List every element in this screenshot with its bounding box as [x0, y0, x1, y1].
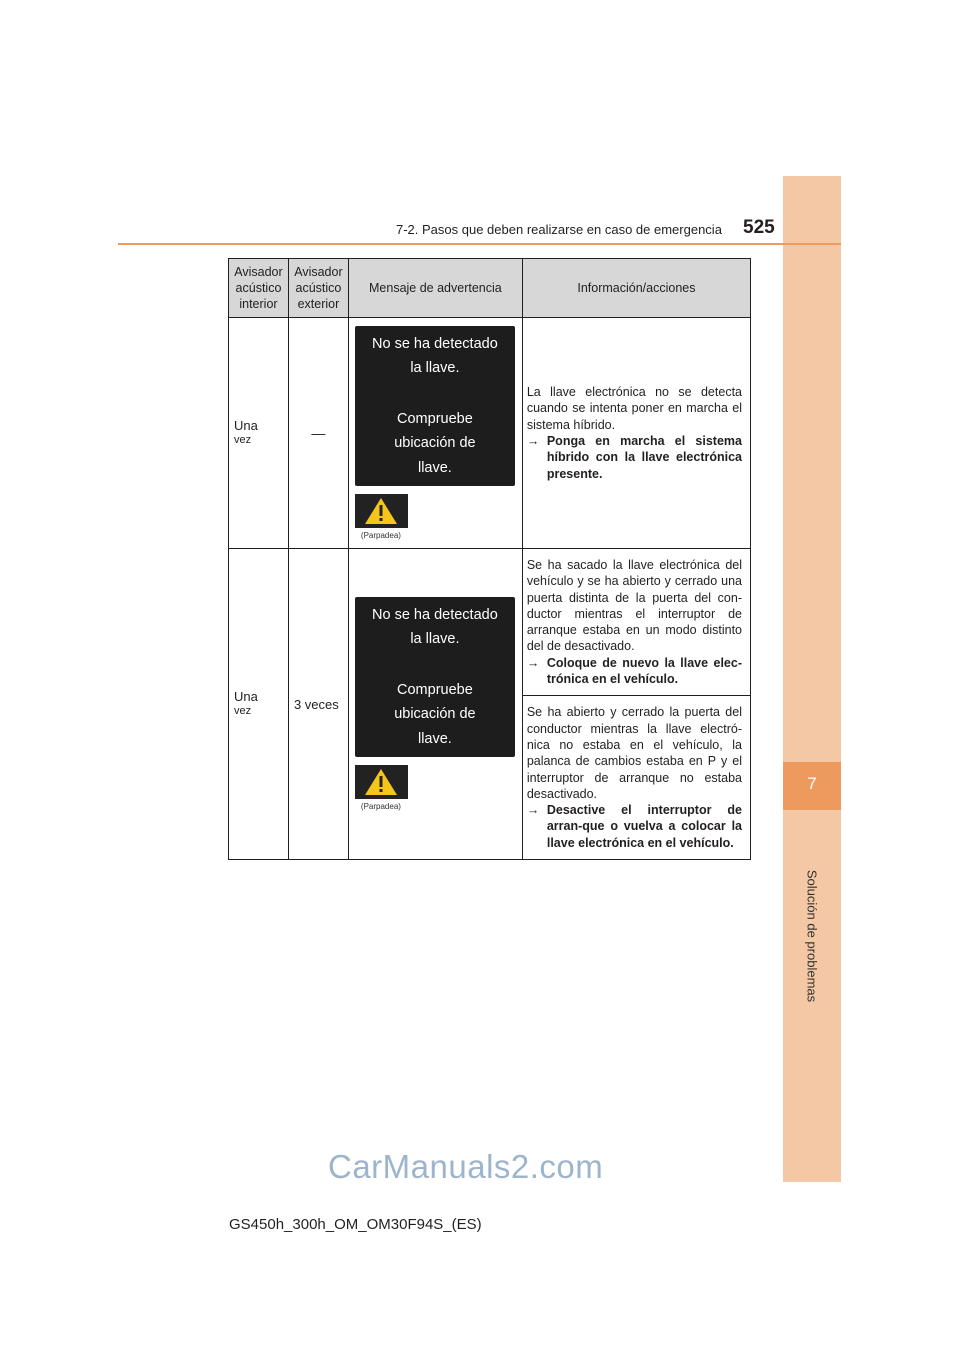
- exterior-buzzer-value: 3 veces: [288, 549, 348, 860]
- action-text: Coloque de nuevo la llave elec-trónica en el vehículo.: [546, 655, 742, 687]
- action-text: Ponga en marcha el sistema híbrido con la llave electrónica presente.: [546, 434, 742, 481]
- col-header-exterior: Avisador acústico exterior: [288, 259, 348, 318]
- table-row: [229, 549, 751, 696]
- blink-label: (Parpadea): [360, 802, 401, 812]
- warning-light: [355, 494, 408, 528]
- interior-buzzer-sub: vez: [234, 705, 252, 718]
- interior-buzzer-value: Una: [234, 689, 258, 705]
- info-cell: [522, 318, 750, 549]
- info-text: Se ha sacado la llave electrónica del vehículo y se ha abierto y cerrado una puerta distinta de la puerta del con-ductor mientras el interruptor de arranque estaba en un modo distinto del de desactivado.: [526, 558, 742, 654]
- watermark: CarManuals2.com: [328, 1148, 604, 1185]
- warning-message-cell: [348, 318, 522, 549]
- warning-triangle-icon: [364, 497, 398, 525]
- interior-buzzer-cell: [229, 549, 289, 860]
- action-line: [527, 433, 742, 482]
- arrow-icon: →: [526, 803, 540, 818]
- screen-text-line: Compruebe: [397, 681, 473, 698]
- chapter-number-box: [783, 762, 841, 810]
- screen-text-line: llave.: [417, 730, 452, 747]
- action-text: Desactive el interruptor de arran-que o vuelva a colocar la llave electrónica en el vehículo.: [546, 803, 742, 850]
- info-cell: [522, 549, 750, 696]
- exterior-buzzer-value: —: [288, 318, 348, 549]
- interior-buzzer-sub: vez: [234, 434, 252, 446]
- col-header-message: Mensaje de advertencia: [348, 259, 522, 318]
- interior-buzzer-cell: [229, 318, 289, 549]
- screen-text-line: la llave.: [410, 360, 460, 377]
- action-line: [527, 802, 742, 851]
- warning-table: [228, 258, 751, 860]
- screen-text-line: llave.: [417, 459, 452, 476]
- col-header-info: Información/acciones: [522, 259, 750, 318]
- display-screen: [355, 597, 515, 758]
- screen-text-line: No se ha detectado: [372, 606, 498, 623]
- screen-text-line: Compruebe: [397, 410, 473, 427]
- screen-text-line: No se ha detectado: [372, 335, 498, 352]
- section-title: 7-2. Pasos que deben realizarse en caso de emergencia: [396, 222, 722, 237]
- arrow-icon: →: [526, 655, 540, 670]
- chapter-number: 7: [807, 774, 817, 793]
- info-cell: [522, 696, 750, 860]
- interior-buzzer-value: Una: [234, 418, 258, 433]
- doc-code: GS450h_300h_OM_OM30F94S_(ES): [229, 1216, 482, 1233]
- col-header-interior: Avisador acústico interior: [229, 259, 289, 318]
- action-line: [527, 655, 742, 688]
- header-rule: [118, 243, 841, 245]
- warning-triangle-icon: [364, 768, 398, 796]
- screen-text-line: la llave.: [410, 631, 460, 648]
- arrow-icon: →: [526, 434, 540, 448]
- info-text: La llave electrónica no se detecta cuando se intenta poner en marcha el sistema híbrido.: [526, 385, 742, 432]
- warning-message-cell: [348, 549, 522, 860]
- blink-label: (Parpadea): [360, 531, 401, 541]
- chapter-title: Solución de problemas: [804, 869, 820, 1003]
- chapter-side-tab: [783, 176, 841, 1182]
- display-screen: [355, 326, 515, 487]
- info-text: Se ha abierto y cerrado la puerta del conductor mientras la llave electró-nica no estaba en el vehículo, la palanca de cambios estaba en P y el interruptor de arranque no estaba desactivado.: [526, 705, 742, 801]
- screen-text-line: ubicación de: [394, 706, 476, 723]
- table-header-row: [229, 259, 751, 318]
- screen-text-line: ubicación de: [394, 435, 476, 452]
- page-number: 525: [743, 217, 775, 238]
- warning-light: [355, 765, 408, 799]
- table-row: [229, 318, 751, 549]
